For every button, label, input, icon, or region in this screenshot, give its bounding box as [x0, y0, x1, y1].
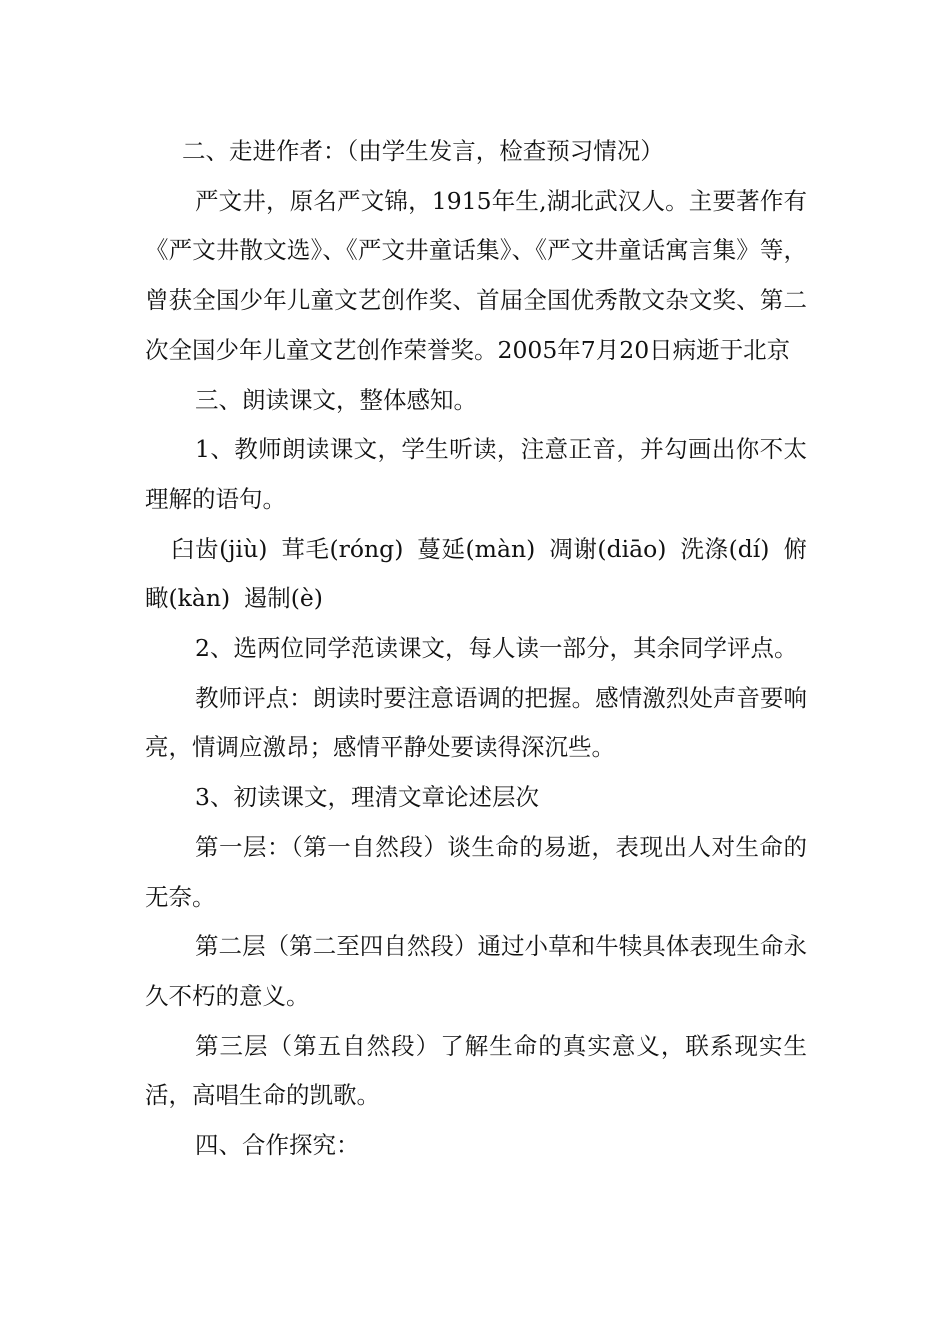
section-heading-author: 二、走进作者：（由学生发言，检查预习情况）: [182, 137, 664, 165]
structure-layer-1: 第一层：（第一自然段）谈生命的易逝，表现出人对生命的无奈。: [145, 832, 807, 911]
structure-layer-3: 第三层（第五自然段）了解生命的真实意义，联系现实生活，高唱生命的凯歌。: [145, 1031, 807, 1110]
reading-step-2: 2、选两位同学范读课文，每人读一部分，其余同学评点。: [195, 634, 798, 663]
document-body: [145, 127, 807, 1171]
vocabulary-list: 臼齿(jiù) 茸毛(róng) 蔓延(màn) 凋谢(diāo) 洗涤(dí) 俯瞰(kàn) 遏制(è): [145, 534, 807, 613]
reading-step-3: 3、初读课文，理清文章论述层次: [195, 783, 539, 812]
section-heading-inquiry: 四、合作探究：: [195, 1131, 360, 1160]
section-heading-reading: 三、朗读课文，整体感知。: [195, 385, 477, 414]
structure-layer-2: 第二层（第二至四自然段）通过小草和牛犊具体表现生命永久不朽的意义。: [145, 932, 807, 1010]
teacher-comment-paragraph: 教师评点：朗读时要注意语调的把握。感情激烈处声音要响亮，情调应激昂；感情平静处要读得深沉些。: [145, 683, 807, 762]
reading-step-1: 1、教师朗读课文，学生听读，注意正音，并勾画出你不太理解的语句。: [145, 435, 807, 513]
author-bio-paragraph: 严文井，原名严文锦，1915年生,湖北武汉人。主要著作有《严文井散文选》、《严文井童话集》、《严文井童话寓言集》等，曾获全国少年儿童文艺创作奖、首届全国优秀散文杂文奖、第二次全国少年儿童文艺创作荣誉奖。2005年7月20日病逝于北京: [145, 186, 807, 364]
